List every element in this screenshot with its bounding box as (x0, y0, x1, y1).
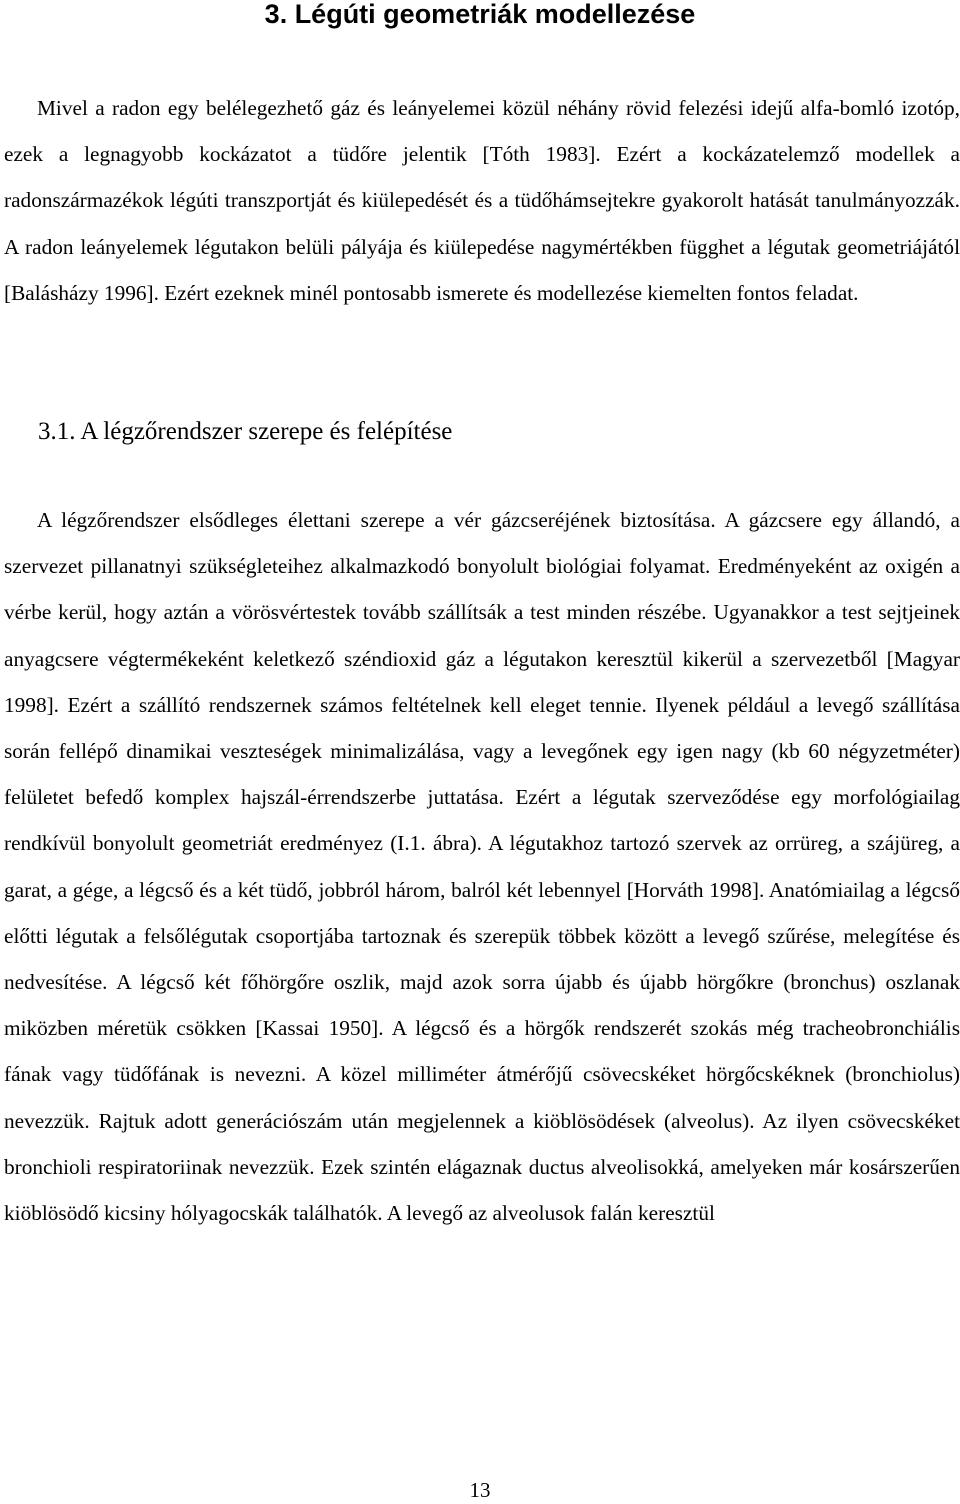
intro-paragraph: Mivel a radon egy belélegezhető gáz és leányelemei közül néhány rövid felezési idejű alfa-bomló izotóp, ezek a legnagyobb kockázatot a tüdőre jelentik [Tóth 1983]. Ezért a kockázatelemző modellek a radonszármazékok légúti transzportját és kiülepedését és a tüdőhámsejtekre gyakorolt hatását tanulmányozzák. A radon leányelemek légutakon belüli pályája és kiülepedése nagymértékben függhet a légutak geometriájától [Balásházy 1996]. Ezért ezeknek minél pontosabb ismerete és modellezése kiemelten fontos feladat. (4, 96, 960, 305)
page-number: 13 (469, 1478, 491, 1502)
section-heading: 3.1. A légzőrendszer szerepe és felépítése (38, 418, 453, 445)
chapter-title: 3. Légúti geometriák modellezése (264, 0, 696, 29)
section-body-paragraph: A légzőrendszer elsődleges élettani szerepe a vér gázcseréjének biztosítása. A gázcsere egy állandó, a szervezet pillanatnyi szükségleteihez alkalmazkodó bonyolult biológiai folyamat. Eredményeként az oxigén a vérbe kerül, hogy aztán a vörösvértestek tovább szállítsák a test minden részébe. Ugyanakkor a test sejtjeinek anyagcsere végtermékeként keletkező széndioxid gáz a légutakon keresztül kikerül a szervezetből [Magyar 1998]. Ezért a szállító rendszernek számos feltételnek kell eleget tennie. Ilyenek például a levegő szállítása során fellépő dinamikai veszteségek minimalizálása, vagy a levegőnek egy igen nagy (kb 60 négyzetméter) felületet befedő komplex hajszál-érrendszerbe juttatása. Ezért a légutak szerveződése egy morfológiailag rendkívül bonyolult geometriát eredményez (I.1. ábra). A légutakhoz tartozó szervek az orrüreg, a szájüreg, a garat, a gége, a légcső és a két tüdő, jobbról három, balról két lebennyel [Horváth 1998]. Anatómiailag a légcső előtti légutak a felsőlégutak csoportjába tartoznak és szerepük többek között a levegő szűrése, melegítése és nedvesítése. A légcső két főhörgőre oszlik, majd azok sorra újabb és újabb hörgőkre (bronchus) oszlanak miközben méretük csökken [Kassai 1950]. A légcső és a hörgők rendszerét szokás még tracheobronchiális fának vagy tüdőfának is nevezni. A közel milliméter átmérőjű csövecskéket hörgőcskéknek (bronchiolus) nevezzük. Rajtuk adott generációszám után megjelennek a kiöblösödések (alveolus). Az ilyen csövecskéket bronchioli respiratoriinak nevezzük. Ezek szintén elágaznak ductus alveolisokká, amelyeken már kosárszerűen kiöblösödő kicsiny hólyagocskák találhatók. A levegő az alveolusok falán keresztül (4, 508, 960, 1226)
